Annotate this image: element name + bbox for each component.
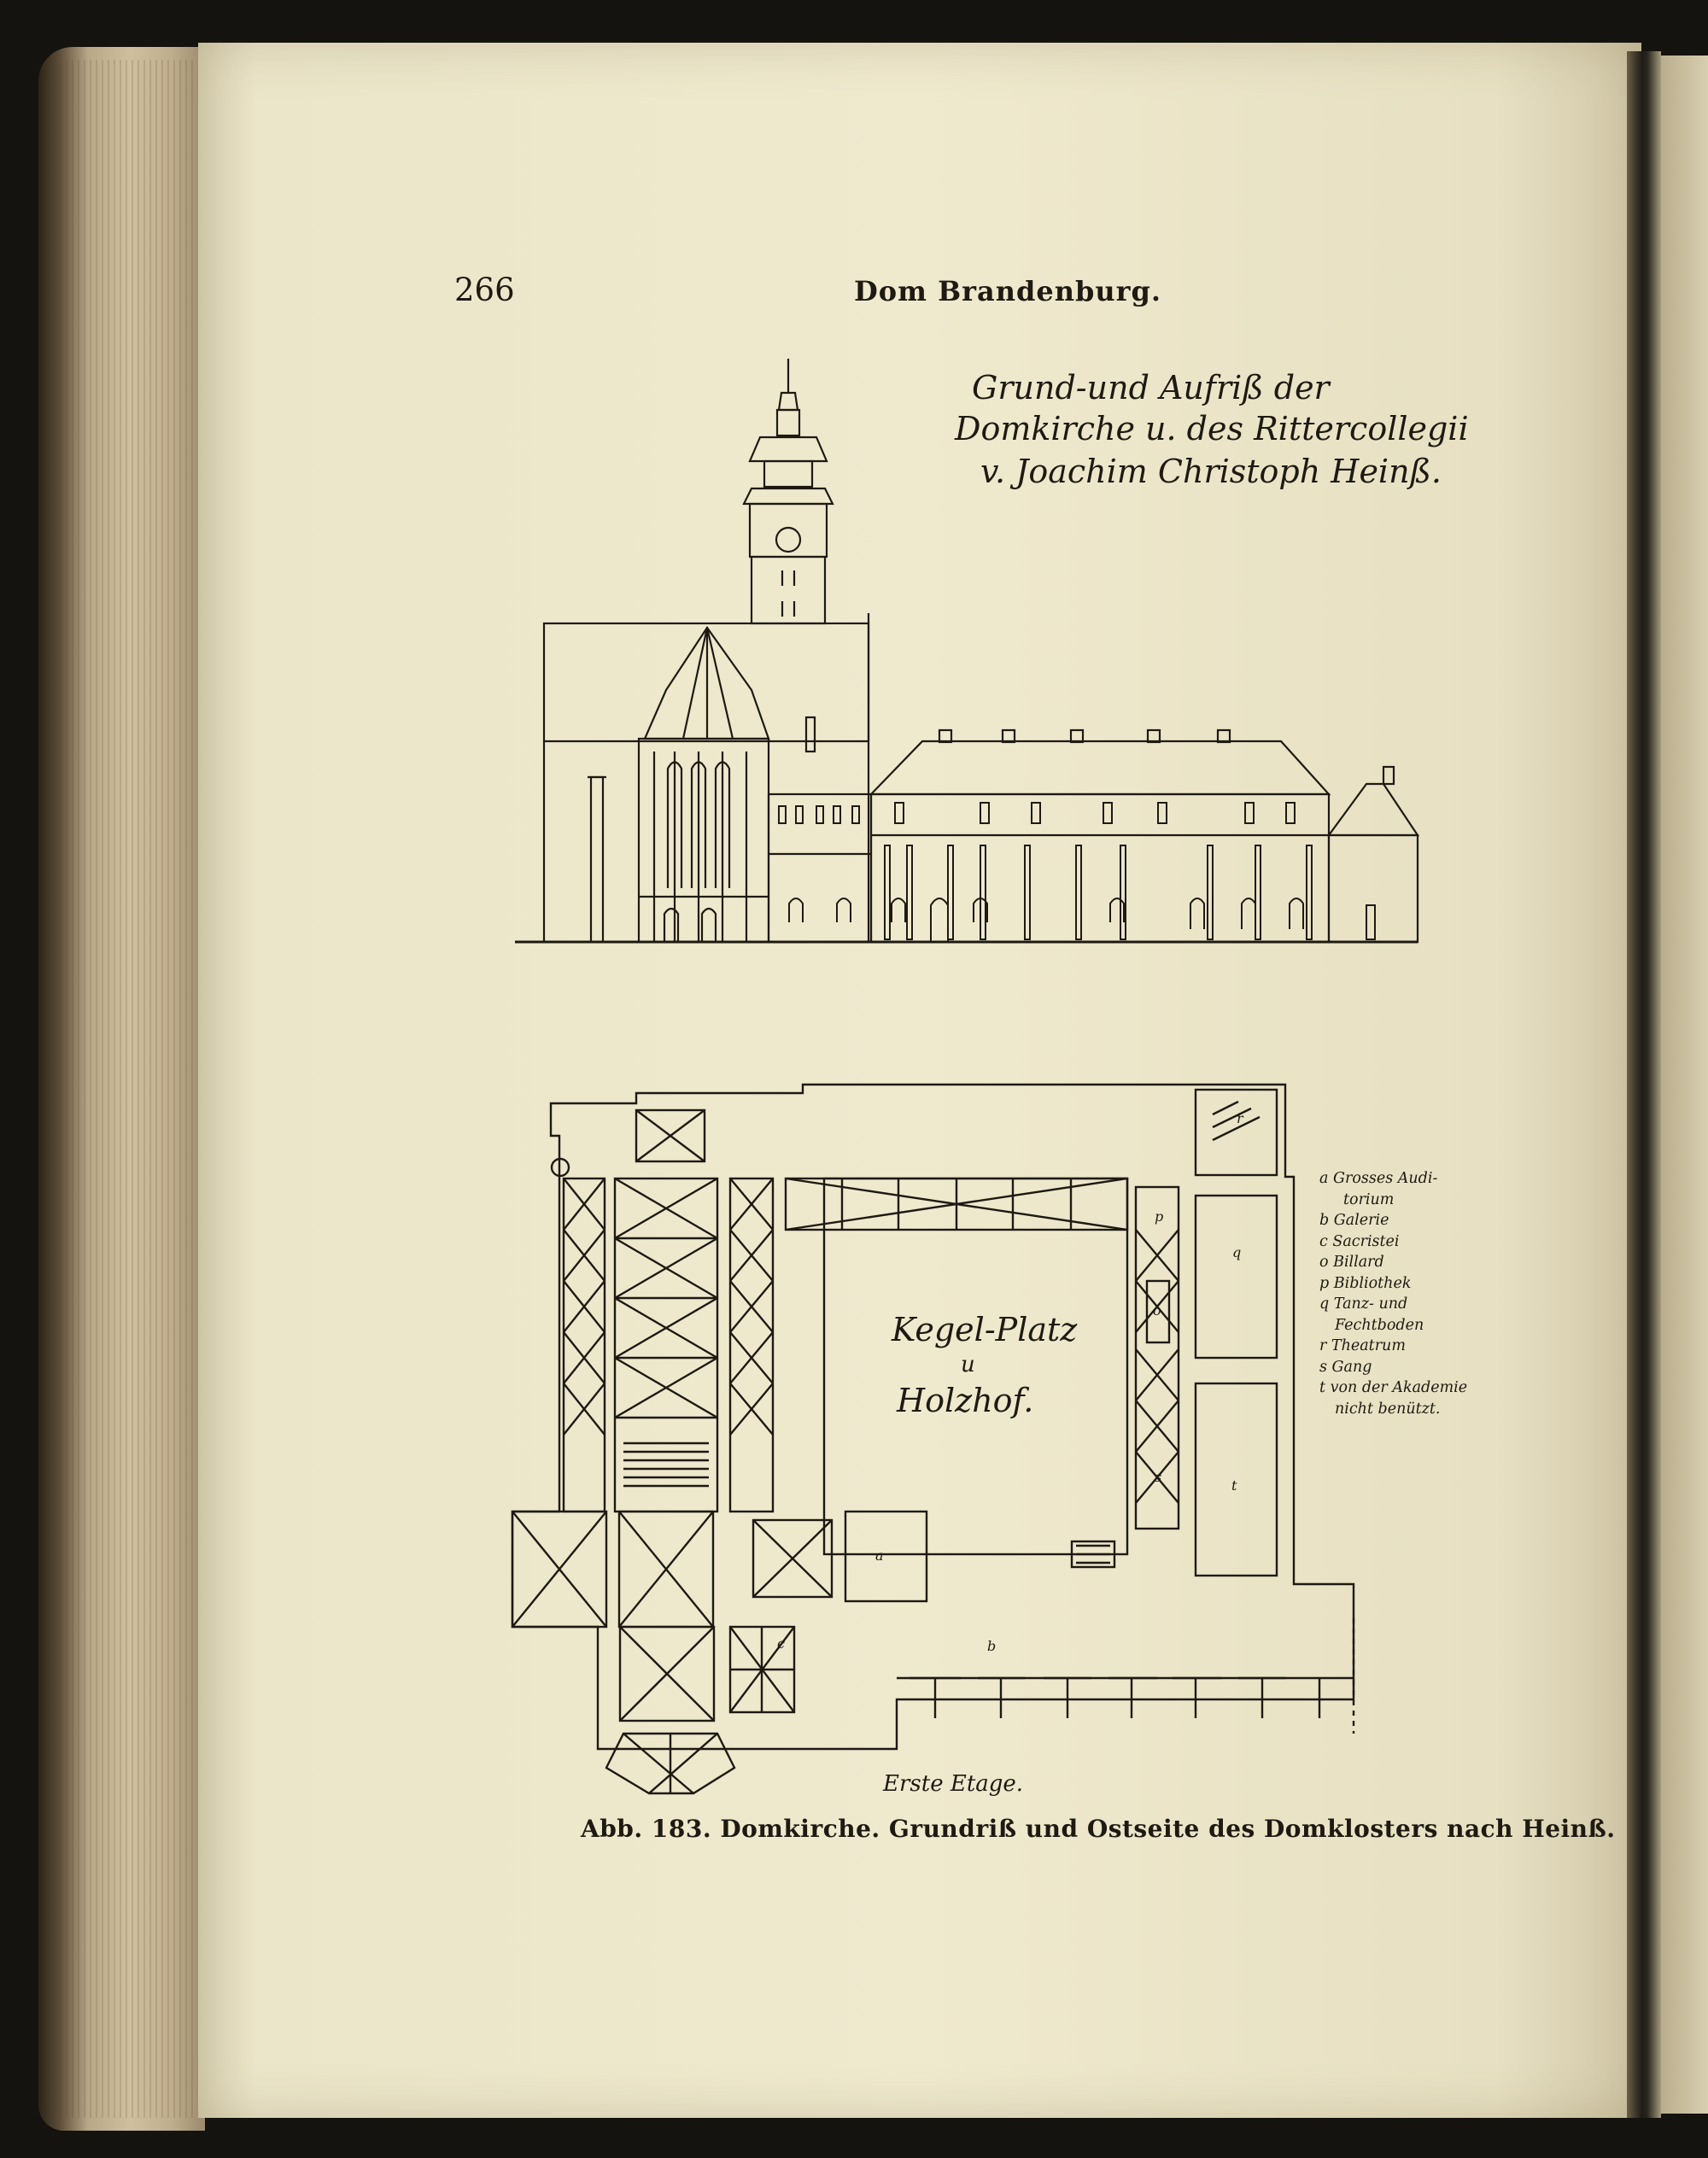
room-letter-b: b [987,1638,997,1654]
figure-title-line-2: Domkirche u. des Rittercollegii [955,410,1469,447]
room-letter-q: q [1232,1244,1242,1260]
page-number: 266 [454,272,515,308]
figure-title-line-1: Grund-und Aufriß der [972,369,1330,406]
running-head: Dom Brandenburg. [854,275,1162,307]
floor-plan-drawing [512,1085,1354,1793]
legend-line: Fechtboden [1335,1316,1424,1334]
room-letter-p: p [1155,1208,1164,1225]
courtyard-label-line-2: u [961,1352,975,1377]
legend-line: r Theatrum [1319,1337,1406,1354]
room-letter-r: r [1237,1110,1243,1126]
figure-title-line-3: v. Joachim Christoph Heinß. [980,453,1442,490]
room-letter-a: a [875,1547,884,1564]
courtyard-label-line-3: Holzhof. [897,1382,1034,1419]
legend-line: b Galerie [1319,1212,1389,1229]
room-letter-c: c [777,1635,785,1652]
room-letter-o: o [1153,1302,1161,1319]
courtyard-label-line-1: Kegel-Platz [892,1311,1078,1348]
room-letter-s: s [1155,1469,1162,1485]
legend-line: torium [1343,1190,1395,1208]
legend-line: nicht benützt. [1335,1400,1441,1418]
legend-line: c Sacristei [1319,1232,1400,1250]
legend-line: s Gang [1319,1358,1372,1376]
legend-line: a Grosses Audi- [1319,1170,1438,1187]
figure-caption: Abb. 183. Domkirche. Grundriß und Ostseite des Domklosters nach Heinß. [581,1815,1616,1843]
legend-line: p Bibliothek [1319,1274,1412,1292]
floor-label: Erste Etage. [883,1771,1024,1797]
room-letter-t: t [1231,1477,1237,1494]
plan-legend [1319,1168,1490,1419]
legend-line: o Billard [1319,1254,1384,1271]
legend-line: t von der Akademie [1319,1379,1468,1396]
legend-line: q Tanz- und [1319,1295,1408,1313]
